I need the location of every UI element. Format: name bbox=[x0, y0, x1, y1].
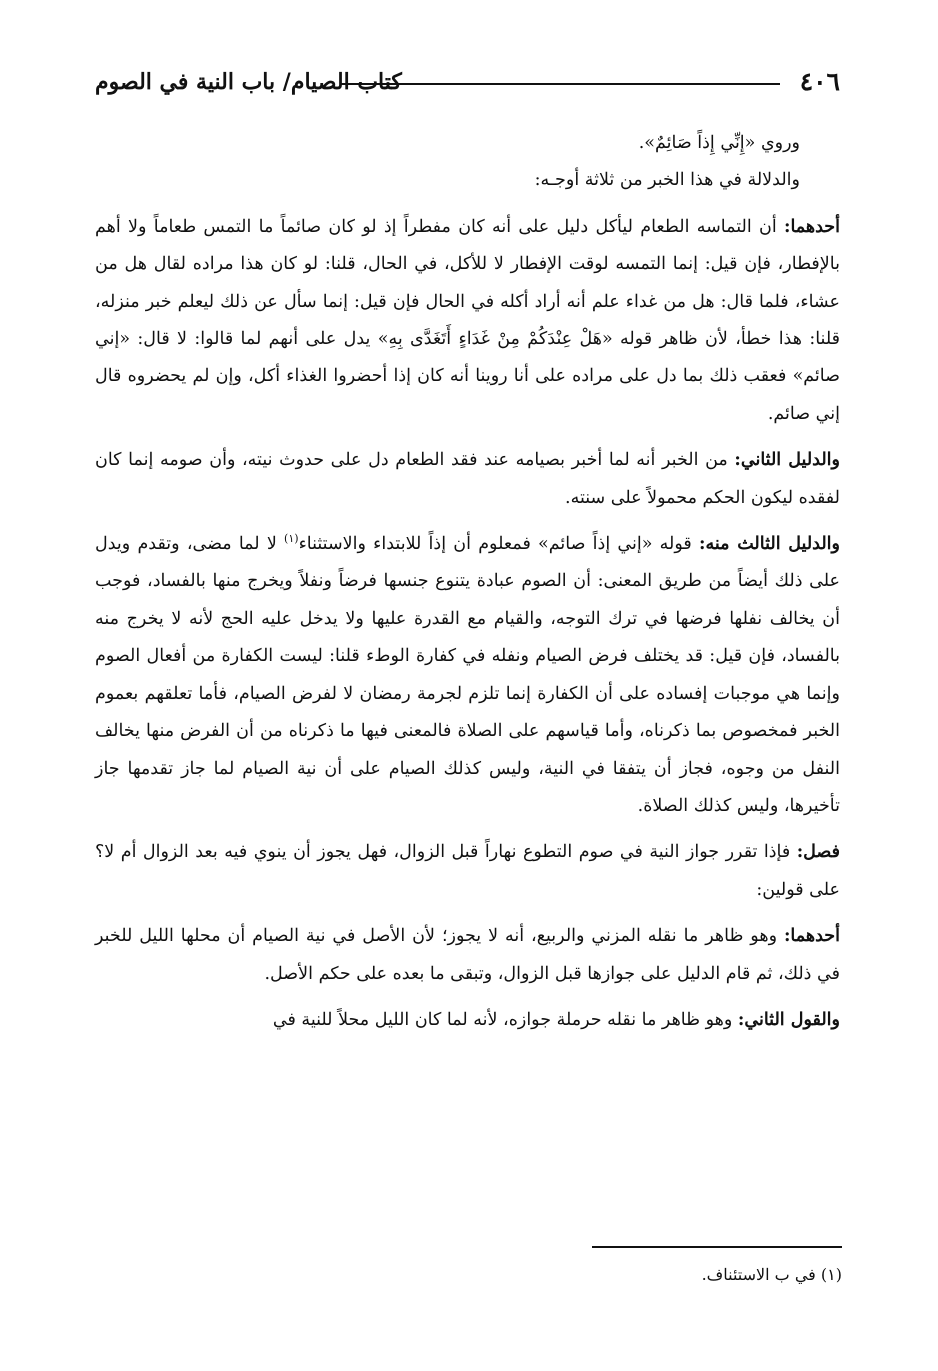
paragraph-lead: والدليل الثاني: bbox=[734, 450, 840, 471]
paragraph-lead: والقول الثاني: bbox=[737, 1009, 840, 1030]
paragraph-evidence-intro bbox=[95, 162, 840, 199]
paragraph-text: فإذا تقرر جواز النية في صوم التطوع نهاراً قبل الزوال، فهل يجوز أن ينوي فيه بعد الزوال أم لا؟ على قولين: bbox=[95, 842, 840, 900]
paragraph-second-opinion bbox=[95, 1002, 840, 1039]
paragraph-text: والدلالة في هذا الخبر من ثلاثة أوجـه: bbox=[534, 170, 800, 191]
paragraph-first-aspect bbox=[95, 209, 840, 433]
paragraph-text: أن التماسه الطعام ليأكل دليل على أنه كان مفطراً إذ لو كان صائماً ما التمس طعاماً ولا أهم بالإفطار، فإن قيل: إنما التمسه لوقت الإفطار لا للأكل، في الحال، قلنا: لو كان هذا مراده لقال هل من عشاء، فلما قال: هل من غداء علم أنه أراد أكله في الحال فإن قيل: إنما سأل عن ذلك ليعلم خبر منزله، قلنا: هذا خطأ، لأن ظاهر قوله «هَلْ عِنْدَكُمْ مِنْ غَدَاءٍ أَتَغَدَّى بِهِ» يدل على أنهم لما قالوا: لا قال: «إني صائم» فعقب ذلك بما دل على مراده على أنا روينا أنه كان إذا أحضروا الغذاء أكل، وإن لم يحضروه قال إني صائم. bbox=[95, 216, 840, 424]
paragraph-narration bbox=[95, 125, 840, 162]
page-number: ٤٠٦ bbox=[799, 67, 840, 96]
paragraph-text-continued: لا لما مضى، وتقدم ويدل على ذلك أيضاً من طريق المعنى: أن الصوم عبادة يتنوع جنسها فرضاً ونفلاً ويخرج منها بالفساد، فوجب أن يخالف نفلها فرضها في ترك التوجه، والقيام مع القدرة عليها ولا يدخل عليه الحج لأنه لا يخرج منه بالفساد، فإن قيل: قد يختلف فرض الصيام ونفله في كفارة الوطء قلنا: ليست الكفارة من أفعال الصوم وإنما هي موجبات إفساده على أن الكفارة إنما تلزم لجرمة رمضان لا لفرض الصيام، فأما تعلقهم بعموم الخبر فمخصوص بما ذكرناه، وأما قياسهم على الصلاة فالمعنى فيها ما ذكرناه من أن الفرض منها يخالف النفل من وجوه، فجاز أن يتفقا في النية، وليس كذلك الصيام على أن نية الصيام لما جاز تقدمها جاز تأخيرها، وليس كذلك الصلاة. bbox=[95, 534, 840, 816]
footnote-text: في ب الاستئناف. bbox=[701, 1265, 816, 1284]
running-header bbox=[95, 62, 840, 102]
paragraph-text: من الخبر أنه لما أخبر بصيامه عند فقد الطعام دل على حدوث نيته، وأن صومه إنما كان لفقده ليكون الحكم محمولاً على سنته. bbox=[95, 450, 840, 508]
paragraph-second-evidence bbox=[95, 442, 840, 517]
running-title: كتاب الصيام/ باب النية في الصوم bbox=[95, 69, 402, 95]
footnote-rule bbox=[592, 1246, 842, 1248]
footnote-number: (١) bbox=[820, 1265, 842, 1284]
header-rule bbox=[340, 83, 780, 85]
paragraph-text: قوله «إني إذاً صائم» فمعلوم أن إذاً للابتداء والاستثناء bbox=[298, 534, 692, 555]
paragraph-first-opinion bbox=[95, 918, 840, 993]
body-text bbox=[95, 125, 840, 1048]
paragraph-section bbox=[95, 834, 840, 909]
paragraph-text: وهو ظاهر ما نقله المزني والربيع، أنه لا يجوز؛ لأن الأصل في نية الصيام أن محلها الليل للخبر في ذلك، ثم قام الدليل على جوازها قبل الزوال، وتبقى ما بعده على حكم الأصل. bbox=[95, 926, 840, 984]
paragraph-lead: أحدهما: bbox=[783, 926, 840, 947]
paragraph-text: وروي «إِنِّي إِذاً صَائِمٌ». bbox=[638, 133, 800, 153]
footnote-marker[interactable]: (١) bbox=[284, 532, 299, 546]
paragraph-lead: أحدهما: bbox=[783, 216, 840, 237]
footnote bbox=[97, 1262, 842, 1288]
paragraph-third-evidence bbox=[95, 526, 840, 825]
paragraph-lead: والدليل الثالث منه: bbox=[698, 534, 840, 555]
paragraph-text: وهو ظاهر ما نقله حرملة جوازه، لأنه لما كان الليل محلاً للنية في bbox=[272, 1009, 733, 1030]
paragraph-lead: فصل: bbox=[796, 842, 840, 863]
